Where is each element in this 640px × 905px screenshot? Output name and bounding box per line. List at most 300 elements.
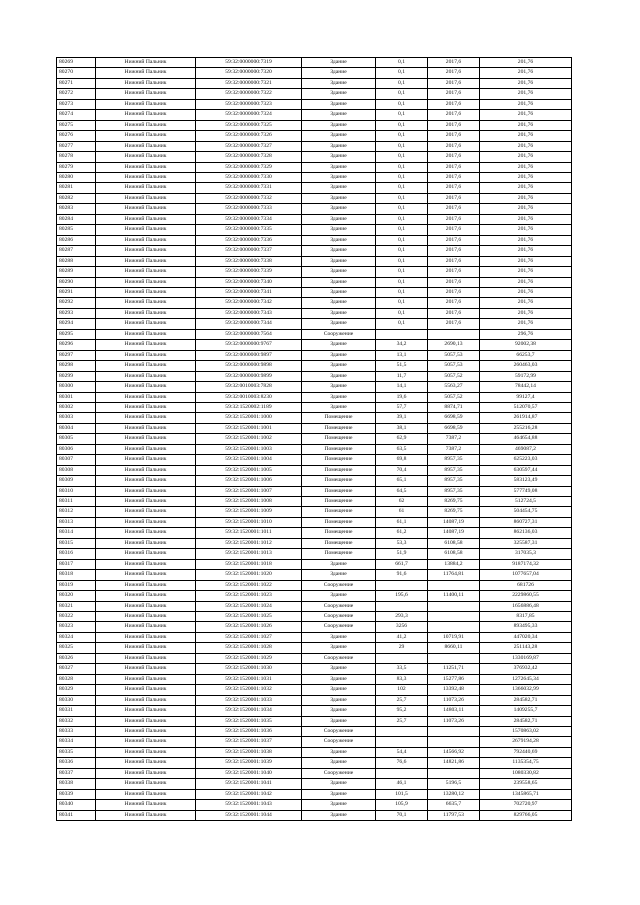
table-row (57, 549, 572, 559)
area-cell: 0,1 (376, 204, 428, 214)
cadastral-number-cell: 59:32:1520001:1025 (196, 612, 302, 622)
area-cell: 0,1 (376, 141, 428, 151)
area-cell: 61 (376, 507, 428, 517)
object-type-cell: Здание (302, 89, 376, 99)
cadastral-number-cell: 59:32:1520001:1032 (196, 685, 302, 695)
area-cell: 102 (376, 685, 428, 695)
unit-cost-cell (428, 622, 480, 632)
object-type-cell: Сооружение (302, 768, 376, 778)
object-type-cell: Помещение (302, 455, 376, 465)
row-number-cell: 80339 (57, 789, 96, 799)
object-type-cell: Сооружение (302, 580, 376, 590)
cadastral-value-cell: 99127,4 (480, 392, 572, 402)
area-cell: 0,1 (376, 58, 428, 68)
unit-cost-cell: 2017,6 (428, 141, 480, 151)
area-cell: 63,5 (376, 444, 428, 454)
area-cell: 25,7 (376, 716, 428, 726)
area-cell (376, 601, 428, 611)
row-number-cell: 80328 (57, 674, 96, 684)
settlement-name-cell: Нижний Пальник (96, 423, 196, 433)
area-cell: 64,5 (376, 486, 428, 496)
row-number-cell: 80273 (57, 99, 96, 109)
area-cell: 0,1 (376, 152, 428, 162)
unit-cost-cell: 14803,11 (428, 706, 480, 716)
area-cell: 57,7 (376, 402, 428, 412)
area-cell: 29 (376, 643, 428, 653)
object-type-cell: Здание (302, 716, 376, 726)
row-number-cell: 80300 (57, 382, 96, 392)
object-type-cell: Здание (302, 810, 376, 820)
cadastral-value-cell: 630597,44 (480, 465, 572, 475)
cadastral-number-cell: 59:32:0000000:7323 (196, 99, 302, 109)
table-row (57, 152, 572, 162)
area-cell: 65,1 (376, 476, 428, 486)
cadastral-value-cell: 1330169,87 (480, 653, 572, 663)
cadastral-number-cell: 59:32:0000000:7337 (196, 246, 302, 256)
settlement-name-cell: Нижний Пальник (96, 455, 196, 465)
object-type-cell: Сооружение (302, 737, 376, 747)
settlement-name-cell: Нижний Пальник (96, 298, 196, 308)
unit-cost-cell: 8660,11 (428, 643, 480, 653)
area-cell: 54,4 (376, 747, 428, 757)
object-type-cell: Сооружение (302, 727, 376, 737)
row-number-cell: 80281 (57, 183, 96, 193)
cadastral-number-cell: 59:32:1520001:1034 (196, 706, 302, 716)
table-row (57, 298, 572, 308)
cadastral-number-cell: 59:32:0000000:7326 (196, 131, 302, 141)
area-cell: 11,7 (376, 371, 428, 381)
unit-cost-cell: 8957,35 (428, 486, 480, 496)
table-row (57, 110, 572, 120)
cadastral-number-cell: 59:32:0010003:7828 (196, 382, 302, 392)
area-cell: 38,1 (376, 423, 428, 433)
cadastral-number-cell: 59:32:1520001:1008 (196, 497, 302, 507)
area-cell: 83,3 (376, 674, 428, 684)
cadastral-value-cell: 260463,03 (480, 361, 572, 371)
row-number-cell: 80314 (57, 528, 96, 538)
table-row (57, 319, 572, 329)
area-cell: 0,1 (376, 225, 428, 235)
area-cell: 0,1 (376, 246, 428, 256)
settlement-name-cell: Нижний Пальник (96, 580, 196, 590)
cadastral-number-cell: 59:32:0000000:7344 (196, 319, 302, 329)
unit-cost-cell: 7387,2 (428, 444, 480, 454)
settlement-name-cell: Нижний Пальник (96, 382, 196, 392)
object-type-cell: Здание (302, 277, 376, 287)
cadastral-value-cell: 201,76 (480, 141, 572, 151)
table-row (57, 340, 572, 350)
object-type-cell: Здание (302, 193, 376, 203)
area-cell: 101,5 (376, 789, 428, 799)
settlement-name-cell: Нижний Пальник (96, 612, 196, 622)
settlement-name-cell: Нижний Пальник (96, 653, 196, 663)
cadastral-number-cell: 59:32:0000000:7319 (196, 58, 302, 68)
object-type-cell: Сооружение (302, 622, 376, 632)
table-row (57, 131, 572, 141)
table-row (57, 214, 572, 224)
settlement-name-cell: Нижний Пальник (96, 674, 196, 684)
unit-cost-cell: 6698,59 (428, 413, 480, 423)
object-type-cell: Здание (302, 287, 376, 297)
row-number-cell: 80336 (57, 758, 96, 768)
area-cell: 0,1 (376, 298, 428, 308)
unit-cost-cell: 11400,11 (428, 591, 480, 601)
settlement-name-cell: Нижний Пальник (96, 737, 196, 747)
table-row (57, 737, 572, 747)
cadastral-value-cell: 201,76 (480, 298, 572, 308)
cadastral-number-cell: 59:32:0000000:7343 (196, 308, 302, 318)
area-cell: 61,2 (376, 528, 428, 538)
settlement-name-cell: Нижний Пальник (96, 89, 196, 99)
row-number-cell: 80270 (57, 68, 96, 78)
table-row (57, 622, 572, 632)
unit-cost-cell: 2017,6 (428, 89, 480, 99)
cadastral-value-cell: 317035,3 (480, 549, 572, 559)
settlement-name-cell: Нижний Пальник (96, 695, 196, 705)
row-number-cell: 80321 (57, 601, 96, 611)
cadastral-value-cell: 201,76 (480, 246, 572, 256)
area-cell: 0,1 (376, 256, 428, 266)
settlement-name-cell: Нижний Пальник (96, 58, 196, 68)
row-number-cell: 80341 (57, 810, 96, 820)
unit-cost-cell (428, 768, 480, 778)
table-row (57, 277, 572, 287)
registry-table (56, 57, 572, 821)
cadastral-value-cell: 201,76 (480, 183, 572, 193)
cadastral-value-cell: 201,76 (480, 152, 572, 162)
object-type-cell: Здание (302, 246, 376, 256)
area-cell: 62,9 (376, 434, 428, 444)
table-row (57, 643, 572, 653)
unit-cost-cell: 2017,6 (428, 162, 480, 172)
object-type-cell: Помещение (302, 497, 376, 507)
area-cell: 0,1 (376, 277, 428, 287)
settlement-name-cell: Нижний Пальник (96, 78, 196, 88)
object-type-cell: Помещение (302, 465, 376, 475)
object-type-cell: Здание (302, 152, 376, 162)
object-type-cell: Здание (302, 235, 376, 245)
cadastral-number-cell: 59:32:1520001:1000 (196, 413, 302, 423)
object-type-cell: Здание (302, 643, 376, 653)
cadastral-number-cell: 59:32:1520001:1003 (196, 444, 302, 454)
area-cell: 0,1 (376, 68, 428, 78)
settlement-name-cell: Нижний Пальник (96, 287, 196, 297)
cadastral-number-cell: 59:32:0000000:7321 (196, 78, 302, 88)
area-cell: 0,1 (376, 308, 428, 318)
unit-cost-cell: 2690,13 (428, 340, 480, 350)
settlement-name-cell: Нижний Пальник (96, 267, 196, 277)
cadastral-number-cell: 59:32:1520001:1011 (196, 528, 302, 538)
settlement-name-cell: Нижний Пальник (96, 204, 196, 214)
settlement-name-cell: Нижний Пальник (96, 371, 196, 381)
cadastral-value-cell: 469087,2 (480, 444, 572, 454)
unit-cost-cell (428, 329, 480, 339)
object-type-cell: Здание (302, 382, 376, 392)
table-row (57, 538, 572, 548)
unit-cost-cell: 8957,35 (428, 476, 480, 486)
cadastral-number-cell: 59:32:1520001:1035 (196, 716, 302, 726)
object-type-cell: Здание (302, 747, 376, 757)
area-cell: 53,3 (376, 538, 428, 548)
table-row (57, 455, 572, 465)
object-type-cell: Помещение (302, 476, 376, 486)
row-number-cell: 80299 (57, 371, 96, 381)
row-number-cell: 80317 (57, 559, 96, 569)
row-number-cell: 80302 (57, 402, 96, 412)
cadastral-value-cell: 512070,57 (480, 402, 572, 412)
area-cell (376, 329, 428, 339)
row-number-cell: 80289 (57, 267, 96, 277)
row-number-cell: 80313 (57, 517, 96, 527)
settlement-name-cell: Нижний Пальник (96, 465, 196, 475)
settlement-name-cell: Нижний Пальник (96, 68, 196, 78)
cadastral-number-cell: 59:32:1520001:1024 (196, 601, 302, 611)
cadastral-number-cell: 59:32:1520001:1002 (196, 434, 302, 444)
unit-cost-cell: 2017,6 (428, 277, 480, 287)
cadastral-value-cell: 1409255,7 (480, 706, 572, 716)
unit-cost-cell: 11764,81 (428, 570, 480, 580)
object-type-cell: Здание (302, 68, 376, 78)
object-type-cell: Здание (302, 172, 376, 182)
table-row (57, 193, 572, 203)
unit-cost-cell: 2017,6 (428, 256, 480, 266)
row-number-cell: 80329 (57, 685, 96, 695)
unit-cost-cell: 14821,86 (428, 758, 480, 768)
cadastral-number-cell: 59:32:1520001:1012 (196, 538, 302, 548)
table-row (57, 768, 572, 778)
object-type-cell: Здание (302, 758, 376, 768)
cadastral-value-cell: 201,76 (480, 267, 572, 277)
table-row (57, 612, 572, 622)
cadastral-value-cell: 1272645,34 (480, 674, 572, 684)
settlement-name-cell: Нижний Пальник (96, 643, 196, 653)
object-type-cell: Помещение (302, 528, 376, 538)
area-cell: 34,2 (376, 340, 428, 350)
cadastral-value-cell: 583123,49 (480, 476, 572, 486)
unit-cost-cell: 13392,48 (428, 685, 480, 695)
cadastral-number-cell: 59:32:1520001:1006 (196, 476, 302, 486)
cadastral-value-cell: 201,76 (480, 204, 572, 214)
settlement-name-cell: Нижний Пальник (96, 308, 196, 318)
table-row (57, 674, 572, 684)
area-cell: 69,8 (376, 455, 428, 465)
cadastral-number-cell: 59:32:0000000:9898 (196, 361, 302, 371)
table-row (57, 486, 572, 496)
unit-cost-cell: 8957,35 (428, 455, 480, 465)
row-number-cell: 80333 (57, 727, 96, 737)
table-row (57, 68, 572, 78)
area-cell: 0,1 (376, 162, 428, 172)
area-cell: 62 (376, 497, 428, 507)
row-number-cell: 80335 (57, 747, 96, 757)
table-row (57, 434, 572, 444)
object-type-cell: Здание (302, 204, 376, 214)
cadastral-number-cell: 59:32:0000000:7336 (196, 235, 302, 245)
cadastral-number-cell: 59:32:1520001:1007 (196, 486, 302, 496)
area-cell: 0,1 (376, 110, 428, 120)
row-number-cell: 80334 (57, 737, 96, 747)
settlement-name-cell: Нижний Пальник (96, 413, 196, 423)
table-row (57, 580, 572, 590)
object-type-cell: Здание (302, 685, 376, 695)
cadastral-number-cell: 59:32:1520001:1043 (196, 800, 302, 810)
cadastral-number-cell: 59:32:1520001:1004 (196, 455, 302, 465)
object-type-cell: Здание (302, 340, 376, 350)
table-row (57, 559, 572, 569)
cadastral-number-cell: 59:32:1520001:1010 (196, 517, 302, 527)
cadastral-value-cell: 1080330,82 (480, 768, 572, 778)
unit-cost-cell: 2017,6 (428, 183, 480, 193)
cadastral-value-cell: 464654,88 (480, 434, 572, 444)
cadastral-number-cell: 59:32:0000000:7327 (196, 141, 302, 151)
cadastral-number-cell: 59:32:0000000:7328 (196, 152, 302, 162)
cadastral-value-cell: 201,76 (480, 120, 572, 130)
object-type-cell: Здание (302, 58, 376, 68)
cadastral-number-cell: 59:32:1520001:1036 (196, 727, 302, 737)
object-type-cell: Здание (302, 392, 376, 402)
area-cell: 95,2 (376, 706, 428, 716)
table-row (57, 392, 572, 402)
object-type-cell: Помещение (302, 413, 376, 423)
settlement-name-cell: Нижний Пальник (96, 120, 196, 130)
area-cell: 13,1 (376, 350, 428, 360)
object-type-cell: Здание (302, 99, 376, 109)
cadastral-value-cell: 325587,31 (480, 538, 572, 548)
settlement-name-cell: Нижний Пальник (96, 716, 196, 726)
object-type-cell: Помещение (302, 538, 376, 548)
cadastral-value-cell: 261914,87 (480, 413, 572, 423)
table-row (57, 570, 572, 580)
area-cell: 0,1 (376, 120, 428, 130)
cadastral-value-cell: 8317,85 (480, 612, 572, 622)
table-body (57, 58, 572, 821)
table-row (57, 810, 572, 820)
row-number-cell: 80293 (57, 308, 96, 318)
cadastral-value-cell: 78442,14 (480, 382, 572, 392)
object-type-cell: Помещение (302, 444, 376, 454)
row-number-cell: 80324 (57, 632, 96, 642)
settlement-name-cell: Нижний Пальник (96, 392, 196, 402)
cadastral-value-cell: 1135354,75 (480, 758, 572, 768)
settlement-name-cell: Нижний Пальник (96, 591, 196, 601)
row-number-cell: 80306 (57, 444, 96, 454)
cadastral-value-cell: 201,76 (480, 287, 572, 297)
area-cell: 70,4 (376, 465, 428, 475)
cadastral-number-cell: 59:32:0010003:8230 (196, 392, 302, 402)
row-number-cell: 80274 (57, 110, 96, 120)
unit-cost-cell: 2017,6 (428, 193, 480, 203)
area-cell: 14,1 (376, 382, 428, 392)
cadastral-value-cell: 284582,71 (480, 695, 572, 705)
area-cell: 91,6 (376, 570, 428, 580)
row-number-cell: 80298 (57, 361, 96, 371)
cadastral-number-cell: 59:32:1520001:1009 (196, 507, 302, 517)
area-cell: 19,6 (376, 392, 428, 402)
area-cell: 46,1 (376, 779, 428, 789)
cadastral-value-cell: 625223,03 (480, 455, 572, 465)
table-row (57, 591, 572, 601)
row-number-cell: 80301 (57, 392, 96, 402)
table-row (57, 402, 572, 412)
cadastral-number-cell: 59:32:1520001:1027 (196, 632, 302, 642)
area-cell: 61,1 (376, 517, 428, 527)
object-type-cell: Здание (302, 183, 376, 193)
row-number-cell: 80278 (57, 152, 96, 162)
object-type-cell: Здание (302, 800, 376, 810)
area-cell: 25,7 (376, 695, 428, 705)
table-row (57, 465, 572, 475)
row-number-cell: 80275 (57, 120, 96, 130)
settlement-name-cell: Нижний Пальник (96, 152, 196, 162)
object-type-cell: Здание (302, 298, 376, 308)
table-row (57, 413, 572, 423)
cadastral-number-cell: 59:32:1520001:1020 (196, 570, 302, 580)
settlement-name-cell: Нижний Пальник (96, 235, 196, 245)
settlement-name-cell: Нижний Пальник (96, 486, 196, 496)
cadastral-value-cell: 201,76 (480, 172, 572, 182)
object-type-cell: Помещение (302, 517, 376, 527)
settlement-name-cell: Нижний Пальник (96, 350, 196, 360)
area-cell (376, 580, 428, 590)
settlement-name-cell: Нижний Пальник (96, 402, 196, 412)
cadastral-value-cell: 447020,34 (480, 632, 572, 642)
cadastral-number-cell: 59:32:0000000:7324 (196, 110, 302, 120)
unit-cost-cell: 11251,71 (428, 664, 480, 674)
cadastral-number-cell: 59:32:1520001:1030 (196, 664, 302, 674)
cadastral-value-cell: 376932,42 (480, 664, 572, 674)
table-row (57, 747, 572, 757)
row-number-cell: 80292 (57, 298, 96, 308)
cadastral-number-cell: 59:32:0000000:7332 (196, 193, 302, 203)
area-cell: 0,1 (376, 131, 428, 141)
cadastral-value-cell: 201,76 (480, 193, 572, 203)
table-row (57, 789, 572, 799)
settlement-name-cell: Нижний Пальник (96, 193, 196, 203)
object-type-cell: Здание (302, 591, 376, 601)
cadastral-number-cell: 59:32:1520001:1037 (196, 737, 302, 747)
row-number-cell: 80338 (57, 779, 96, 789)
cadastral-number-cell: 59:32:1520001:1041 (196, 779, 302, 789)
area-cell: 51,9 (376, 549, 428, 559)
cadastral-number-cell: 59:32:0000000:7322 (196, 89, 302, 99)
cadastral-number-cell: 59:32:1520001:1005 (196, 465, 302, 475)
cadastral-value-cell: 92002,38 (480, 340, 572, 350)
row-number-cell: 80294 (57, 319, 96, 329)
settlement-name-cell: Нижний Пальник (96, 319, 196, 329)
cadastral-value-cell: 251143,28 (480, 643, 572, 653)
object-type-cell: Здание (302, 632, 376, 642)
cadastral-value-cell: 201,76 (480, 58, 572, 68)
settlement-name-cell: Нижний Пальник (96, 361, 196, 371)
cadastral-number-cell: 59:32:0000000:9899 (196, 371, 302, 381)
unit-cost-cell: 14566,92 (428, 747, 480, 757)
cadastral-value-cell: 201,76 (480, 277, 572, 287)
unit-cost-cell: 5563,27 (428, 382, 480, 392)
unit-cost-cell: 10719,91 (428, 632, 480, 642)
table-row (57, 256, 572, 266)
row-number-cell: 80332 (57, 716, 96, 726)
settlement-name-cell: Нижний Пальник (96, 225, 196, 235)
cadastral-number-cell: 59:32:0000000:7339 (196, 267, 302, 277)
unit-cost-cell: 2017,6 (428, 78, 480, 88)
cadastral-number-cell: 59:32:1520001:1022 (196, 580, 302, 590)
settlement-name-cell: Нижний Пальник (96, 497, 196, 507)
cadastral-value-cell: 201,76 (480, 308, 572, 318)
area-cell: 76,6 (376, 758, 428, 768)
row-number-cell: 80282 (57, 193, 96, 203)
cadastral-number-cell: 59:32:0000000:7338 (196, 256, 302, 266)
cadastral-value-cell: 504454,75 (480, 507, 572, 517)
